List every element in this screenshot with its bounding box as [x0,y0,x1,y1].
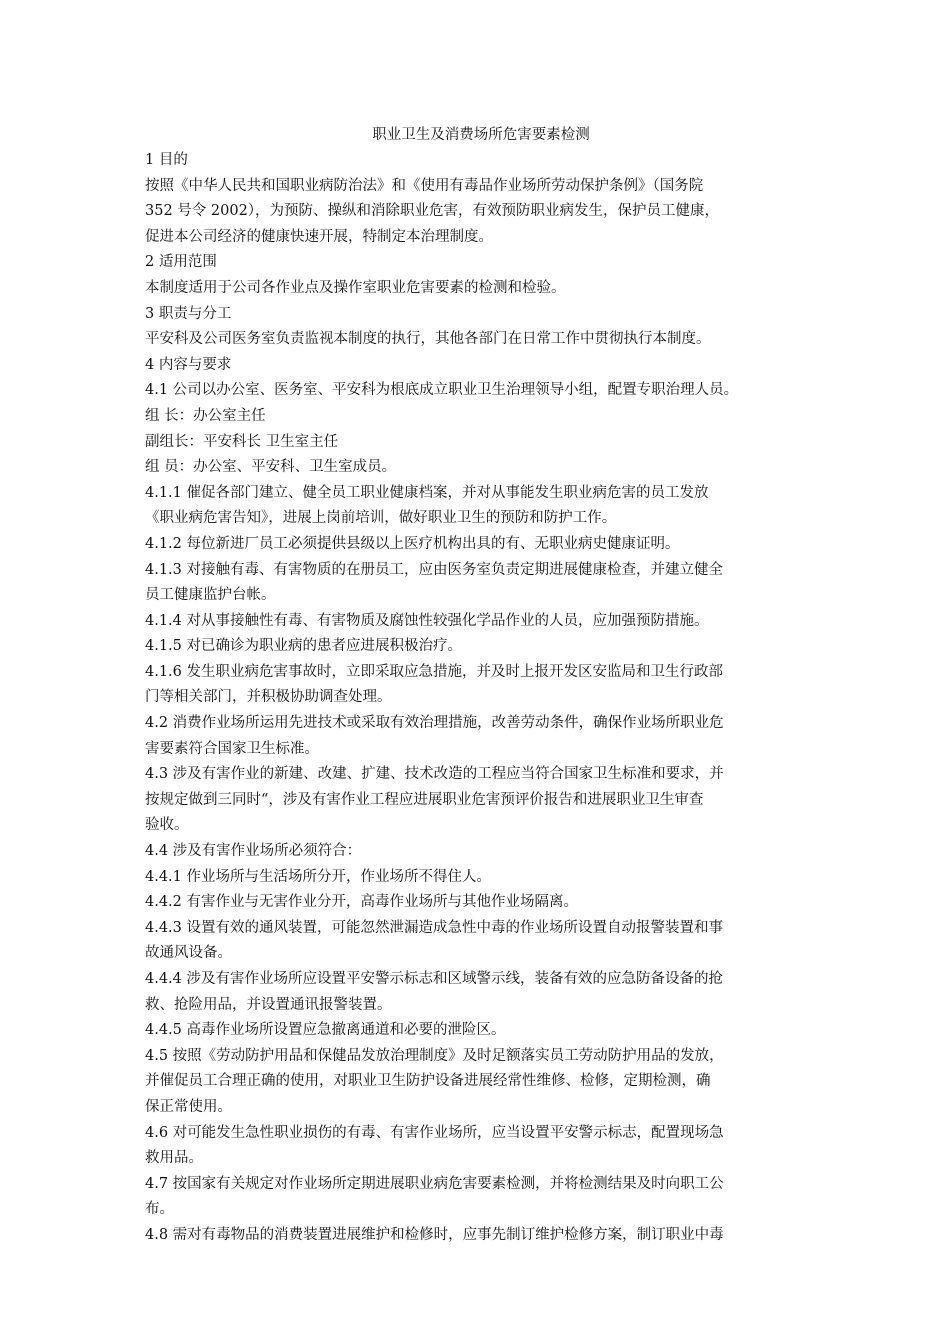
paragraph [145,1121,817,1172]
paragraph [145,378,817,404]
paragraph [145,1172,817,1223]
document-body [145,148,817,1249]
paragraph [145,250,817,276]
document-page [145,122,817,1249]
text-line: 4.2 消费作业场所运用先进技术或采取有效治理措施，改善劳动条件，确保作业场所职业危 [145,715,724,732]
text-line: 救、抢险用品，并设置通讯报警装置。 [145,996,392,1013]
text-line: 组 长：办公室主任 [145,407,266,424]
paragraph [145,558,817,609]
text-line: 按照《中华人民共和国职业病防治法》和《使用有毒品作业场所劳动保护条例》（国务院 [145,177,704,194]
text-line: 4.4.1 作业场所与生活场所分开，作业场所不得住人。 [145,868,492,885]
text-line: 4.8 需对有毒物品的消费装置进展维护和检修时，应事先制订维护检修方案，制订职业中毒 [145,1226,724,1243]
text-line: 员工健康监护台帐。 [145,587,276,604]
text-line: 组 员：办公室、平安科、卫生室成员。 [145,459,397,476]
paragraph [145,839,817,865]
paragraph [145,148,817,174]
text-line: 布。 [145,1201,174,1218]
paragraph [145,430,817,456]
text-line: 救用品。 [145,1150,203,1167]
paragraph [145,1044,817,1121]
text-line: 4.3 涉及有害作业的新建、改建、扩建、技术改造的工程应当符合国家卫生标准和要求，并 [145,766,724,783]
paragraph [145,532,817,558]
text-line: 保正常使用。 [145,1098,232,1115]
document-title: 职业卫生及消费场所危害要素检测 [372,127,590,143]
text-line: 352 号令 2002），为预防、操纵和消除职业危害，有效预防职业病发生，保护员工健康， [145,203,720,220]
paragraph [145,762,817,839]
text-line: 4.4.2 有害作业与无害作业分开，高毒作业场所与其他作业场隔离。 [145,894,579,911]
paragraph [145,327,817,353]
text-line: 4.4.4 涉及有害作业场所应设置平安警示标志和区域警示线，装备有效的应急防备设备的抢 [145,971,723,987]
paragraph [145,276,817,302]
paragraph [145,916,817,967]
text-line: 4.1.5 对已确诊为职业病的患者应进展积极治疗。 [145,638,463,655]
text-line: 4.5 按照《劳动防护用品和保健品发放治理制度》及时足额落实员工劳动防护用品的发放， [145,1047,724,1064]
text-line: 4.4 涉及有害作业场所必须符合： [145,843,362,860]
text-line: 并催促员工合理正确的使用，对职业卫生防护设备进展经常性维修、检修，定期检测，确 [145,1073,711,1090]
text-line: 1 目的 [145,152,188,168]
text-line: 本制度适用于公司各作业点及操作室职业危害要素的检测和检验。 [145,279,566,296]
paragraph [145,174,817,251]
paragraph [145,302,817,328]
paragraph [145,967,817,1018]
paragraph [145,609,817,635]
text-line: 4.1.2 每位新进厂员工必须提供县级以上医疗机构出具的有、无职业病史健康证明。 [145,535,680,552]
text-line: 4.1.4 对从事接触性有毒、有害物质及腐蚀性较强化学品作业的人员，应加强预防措施。 [145,612,709,629]
text-line: 4.4.5 高毒作业场所设置应急撤离通道和必要的泄险区。 [145,1022,506,1039]
paragraph [145,481,817,532]
paragraph [145,404,817,430]
text-line: 4.7 按国家有关规定对作业场所定期进展职业病危害要素检测，并将检测结果及时向职工公 [145,1175,724,1192]
text-line: 故通风设备。 [145,945,232,962]
text-line: 按规定做到三同时“，涉及有害作业工程应进展职业危害预评价报告和进展职业卫生审查 [145,791,704,808]
paragraph [145,455,817,481]
text-line: 害要素符合国家卫生标准。 [145,740,319,757]
text-line: 4.1.6 发生职业病危害事故时，立即采取应急措施，并及时上报开发区安监局和卫生行政部 [145,663,723,680]
text-line: 促进本公司经济的健康快速开展，特制定本治理制度。 [145,228,493,245]
text-line: 4.1.1 催促各部门建立、健全员工职业健康档案，并对从事能发生职业病危害的员工发放 [145,484,709,501]
text-line: 4.1.3 对接触有毒、有害物质的在册员工，应由医务室负责定期进展健康检查，并建立健全 [145,561,723,578]
text-line: 4.4.3 设置有效的通风装置，可能忽然泄漏造成急性中毒的作业场所设置自动报警装置和事 [145,919,723,936]
text-line: 4 内容与要求 [145,356,232,373]
text-line: 验收。 [145,817,189,834]
paragraph [145,634,817,660]
text-line: 2 适用范围 [145,254,217,271]
text-line: 4.6 对可能发生急性职业损伤的有毒、有害作业场所，应当设置平安警示标志，配置现场急 [145,1124,724,1141]
paragraph [145,865,817,891]
paragraph [145,890,817,916]
paragraph [145,353,817,379]
text-line: 《职业病危害告知》，进展上岗前培训，做好职业卫生的预防和防护工作。 [145,510,617,527]
text-line: 4.1 公司以办公室、医务室、平安科为根底成立职业卫生治理领导小组，配置专职治理人员。 [145,382,739,399]
text-line: 平安科及公司医务室负责监视本制度的执行，其他各部门在日常工作中贯彻执行本制度。 [145,331,711,348]
paragraph [145,711,817,762]
text-line: 门等相关部门，并积极协助调查处理。 [145,689,392,706]
paragraph [145,1223,817,1249]
paragraph [145,1018,817,1044]
paragraph [145,660,817,711]
text-line: 3 职责与分工 [145,305,232,322]
text-line: 副组长：平安科长 卫生室主任 [145,433,339,450]
